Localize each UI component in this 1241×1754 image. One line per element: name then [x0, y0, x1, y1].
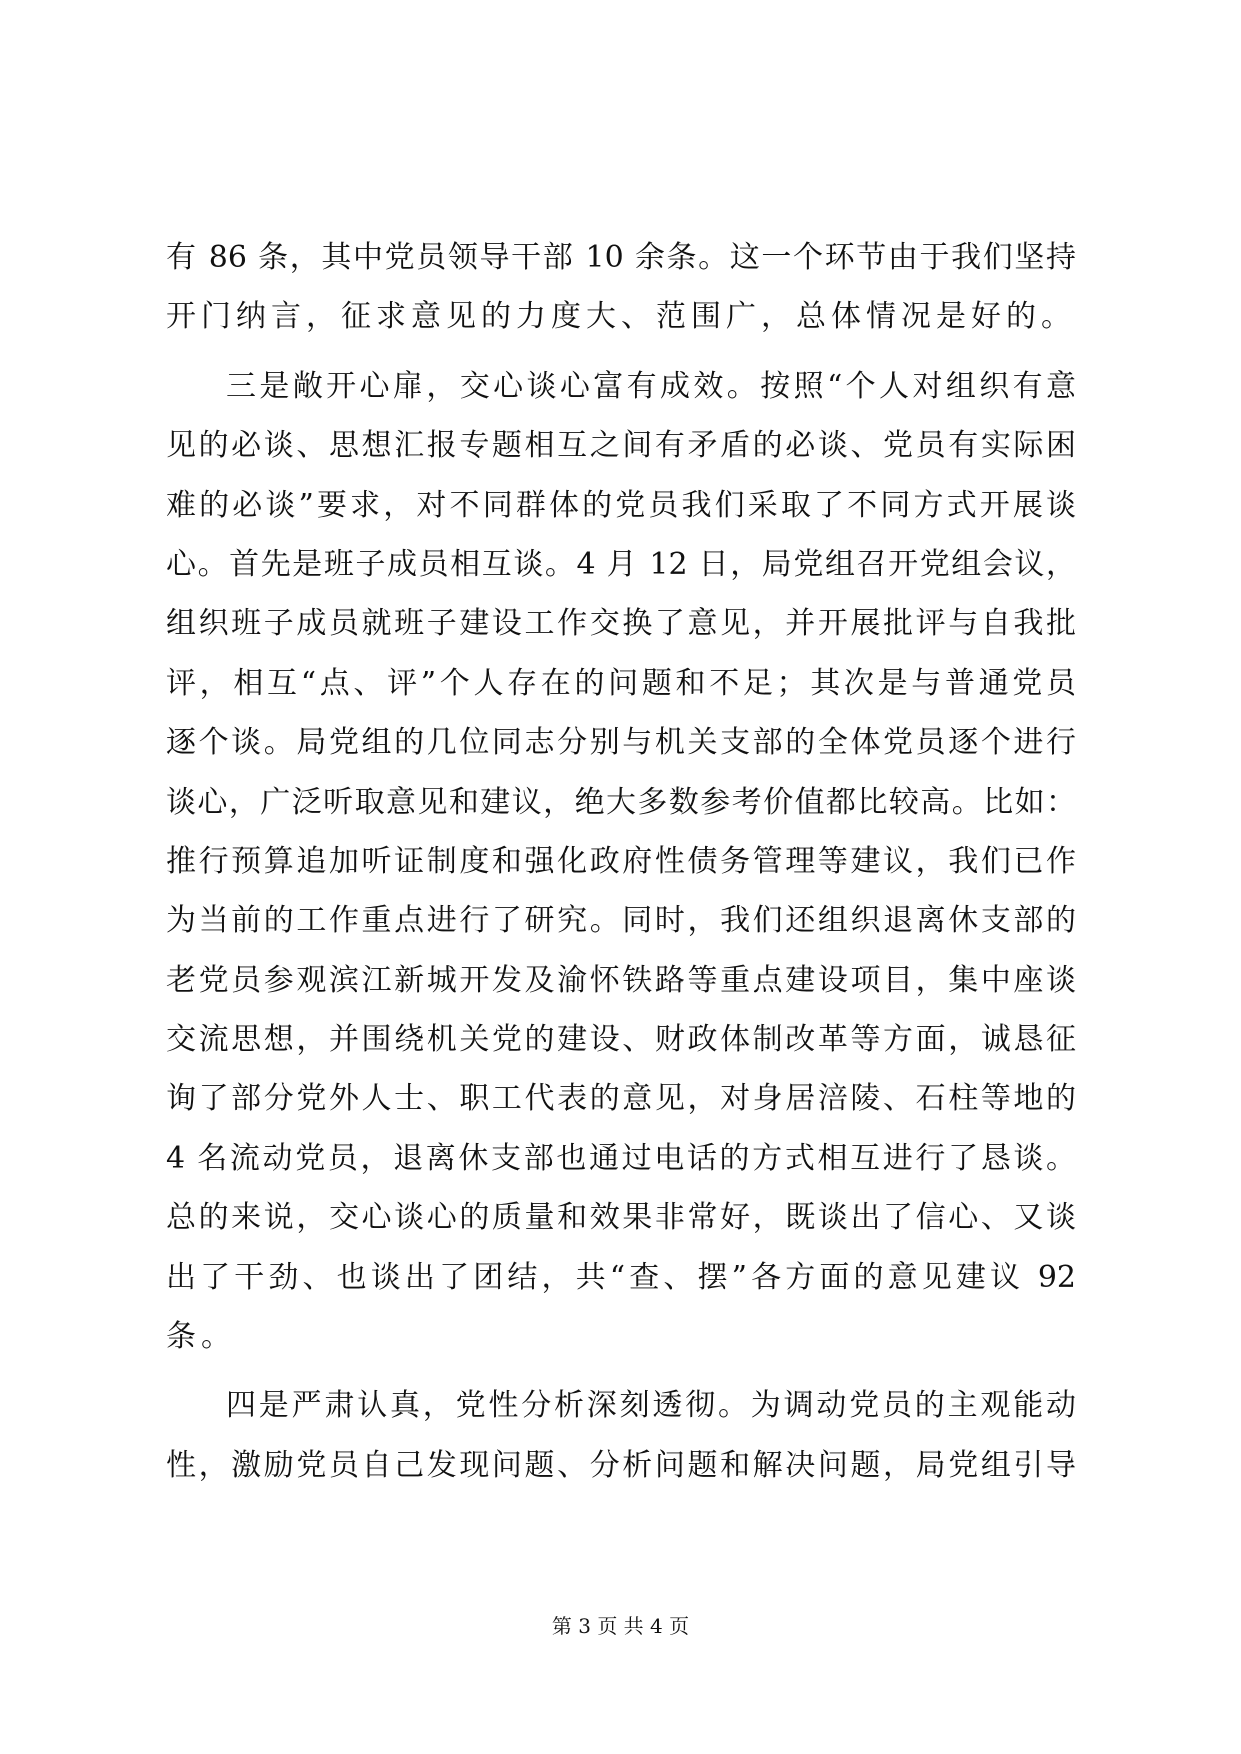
text-line — [166, 1188, 1076, 1247]
text-line — [166, 1436, 1076, 1495]
line-text: 心。首先是班子成员相互谈。4 月 12 日，局党组召开党组会议， — [166, 546, 1076, 582]
line-text: 条。 — [166, 1319, 236, 1355]
line-text: 三是敞开心扉，交心谈心富有成效。按照“个人对组织有意 — [226, 368, 1076, 404]
line-text: 交流思想，并围绕机关党的建设、财政体制改革等方面，诚恳征 — [166, 1022, 1076, 1058]
text-line — [166, 287, 1076, 346]
paragraph-first-line — [166, 357, 1076, 416]
line-text: 开门纳言，征求意见的力度大、范围广，总体情况是好的。 — [166, 299, 1076, 335]
text-line — [166, 1248, 1076, 1307]
line-text: 推行预算追加听证制度和强化政府性债务管理等建议，我们已作 — [166, 843, 1076, 879]
line-text: 性，激励党员自己发现问题、分析问题和解决问题，局党组引导 — [166, 1447, 1076, 1483]
body-text — [166, 228, 1076, 1495]
line-text: 谈心，广泛听取意见和建议，绝大多数参考价值都比较高。比如： — [166, 784, 1076, 820]
text-line — [166, 476, 1076, 535]
text-line — [166, 594, 1076, 653]
line-text: 老党员参观滨江新城开发及渝怀铁路等重点建设项目，集中座谈 — [166, 962, 1076, 998]
line-text: 逐个谈。局党组的几位同志分别与机关支部的全体党员逐个进行 — [166, 725, 1076, 761]
text-line — [166, 535, 1076, 594]
text-line — [166, 228, 1076, 287]
line-text: 出了干劲、也谈出了团结，共“查、摆”各方面的意见建议 92 — [166, 1259, 1076, 1295]
text-line — [166, 832, 1076, 891]
line-text: 四是严肃认真，党性分析深刻透彻。为调动党员的主观能动 — [226, 1388, 1076, 1424]
line-text: 组织班子成员就班子建设工作交换了意见，并开展批评与自我批 — [166, 606, 1076, 642]
line-text: 总的来说，交心谈心的质量和效果非常好，既谈出了信心、又谈 — [166, 1200, 1076, 1236]
paragraph-first-line — [166, 1376, 1076, 1435]
text-line — [166, 713, 1076, 772]
text-line — [166, 654, 1076, 713]
text-line — [166, 1010, 1076, 1069]
text-line — [166, 1307, 1076, 1366]
line-text: 见的必谈、思想汇报专题相互之间有矛盾的必谈、党员有实际困 — [166, 428, 1076, 464]
line-text: 为当前的工作重点进行了研究。同时，我们还组织退离休支部的 — [166, 903, 1076, 939]
text-line — [166, 951, 1076, 1010]
line-text: 难的必谈”要求，对不同群体的党员我们采取了不同方式开展谈 — [166, 487, 1076, 523]
line-text: 有 86 条，其中党员领导干部 10 余条。这一个环节由于我们坚持 — [166, 240, 1076, 275]
text-line — [166, 773, 1076, 832]
line-text: 询了部分党外人士、职工代表的意见，对身居涪陵、石柱等地的 — [166, 1081, 1076, 1117]
line-text: 4 名流动党员，退离休支部也通过电话的方式相互进行了恳谈。 — [166, 1140, 1076, 1176]
page-number-footer: 第 3 页 共 4 页 — [551, 1614, 690, 1638]
text-line — [166, 1069, 1076, 1128]
text-line — [166, 416, 1076, 475]
text-line — [166, 1129, 1076, 1188]
line-text: 评，相互“点、评”个人存在的问题和不足；其次是与普通党员 — [166, 665, 1076, 701]
text-line — [166, 891, 1076, 950]
